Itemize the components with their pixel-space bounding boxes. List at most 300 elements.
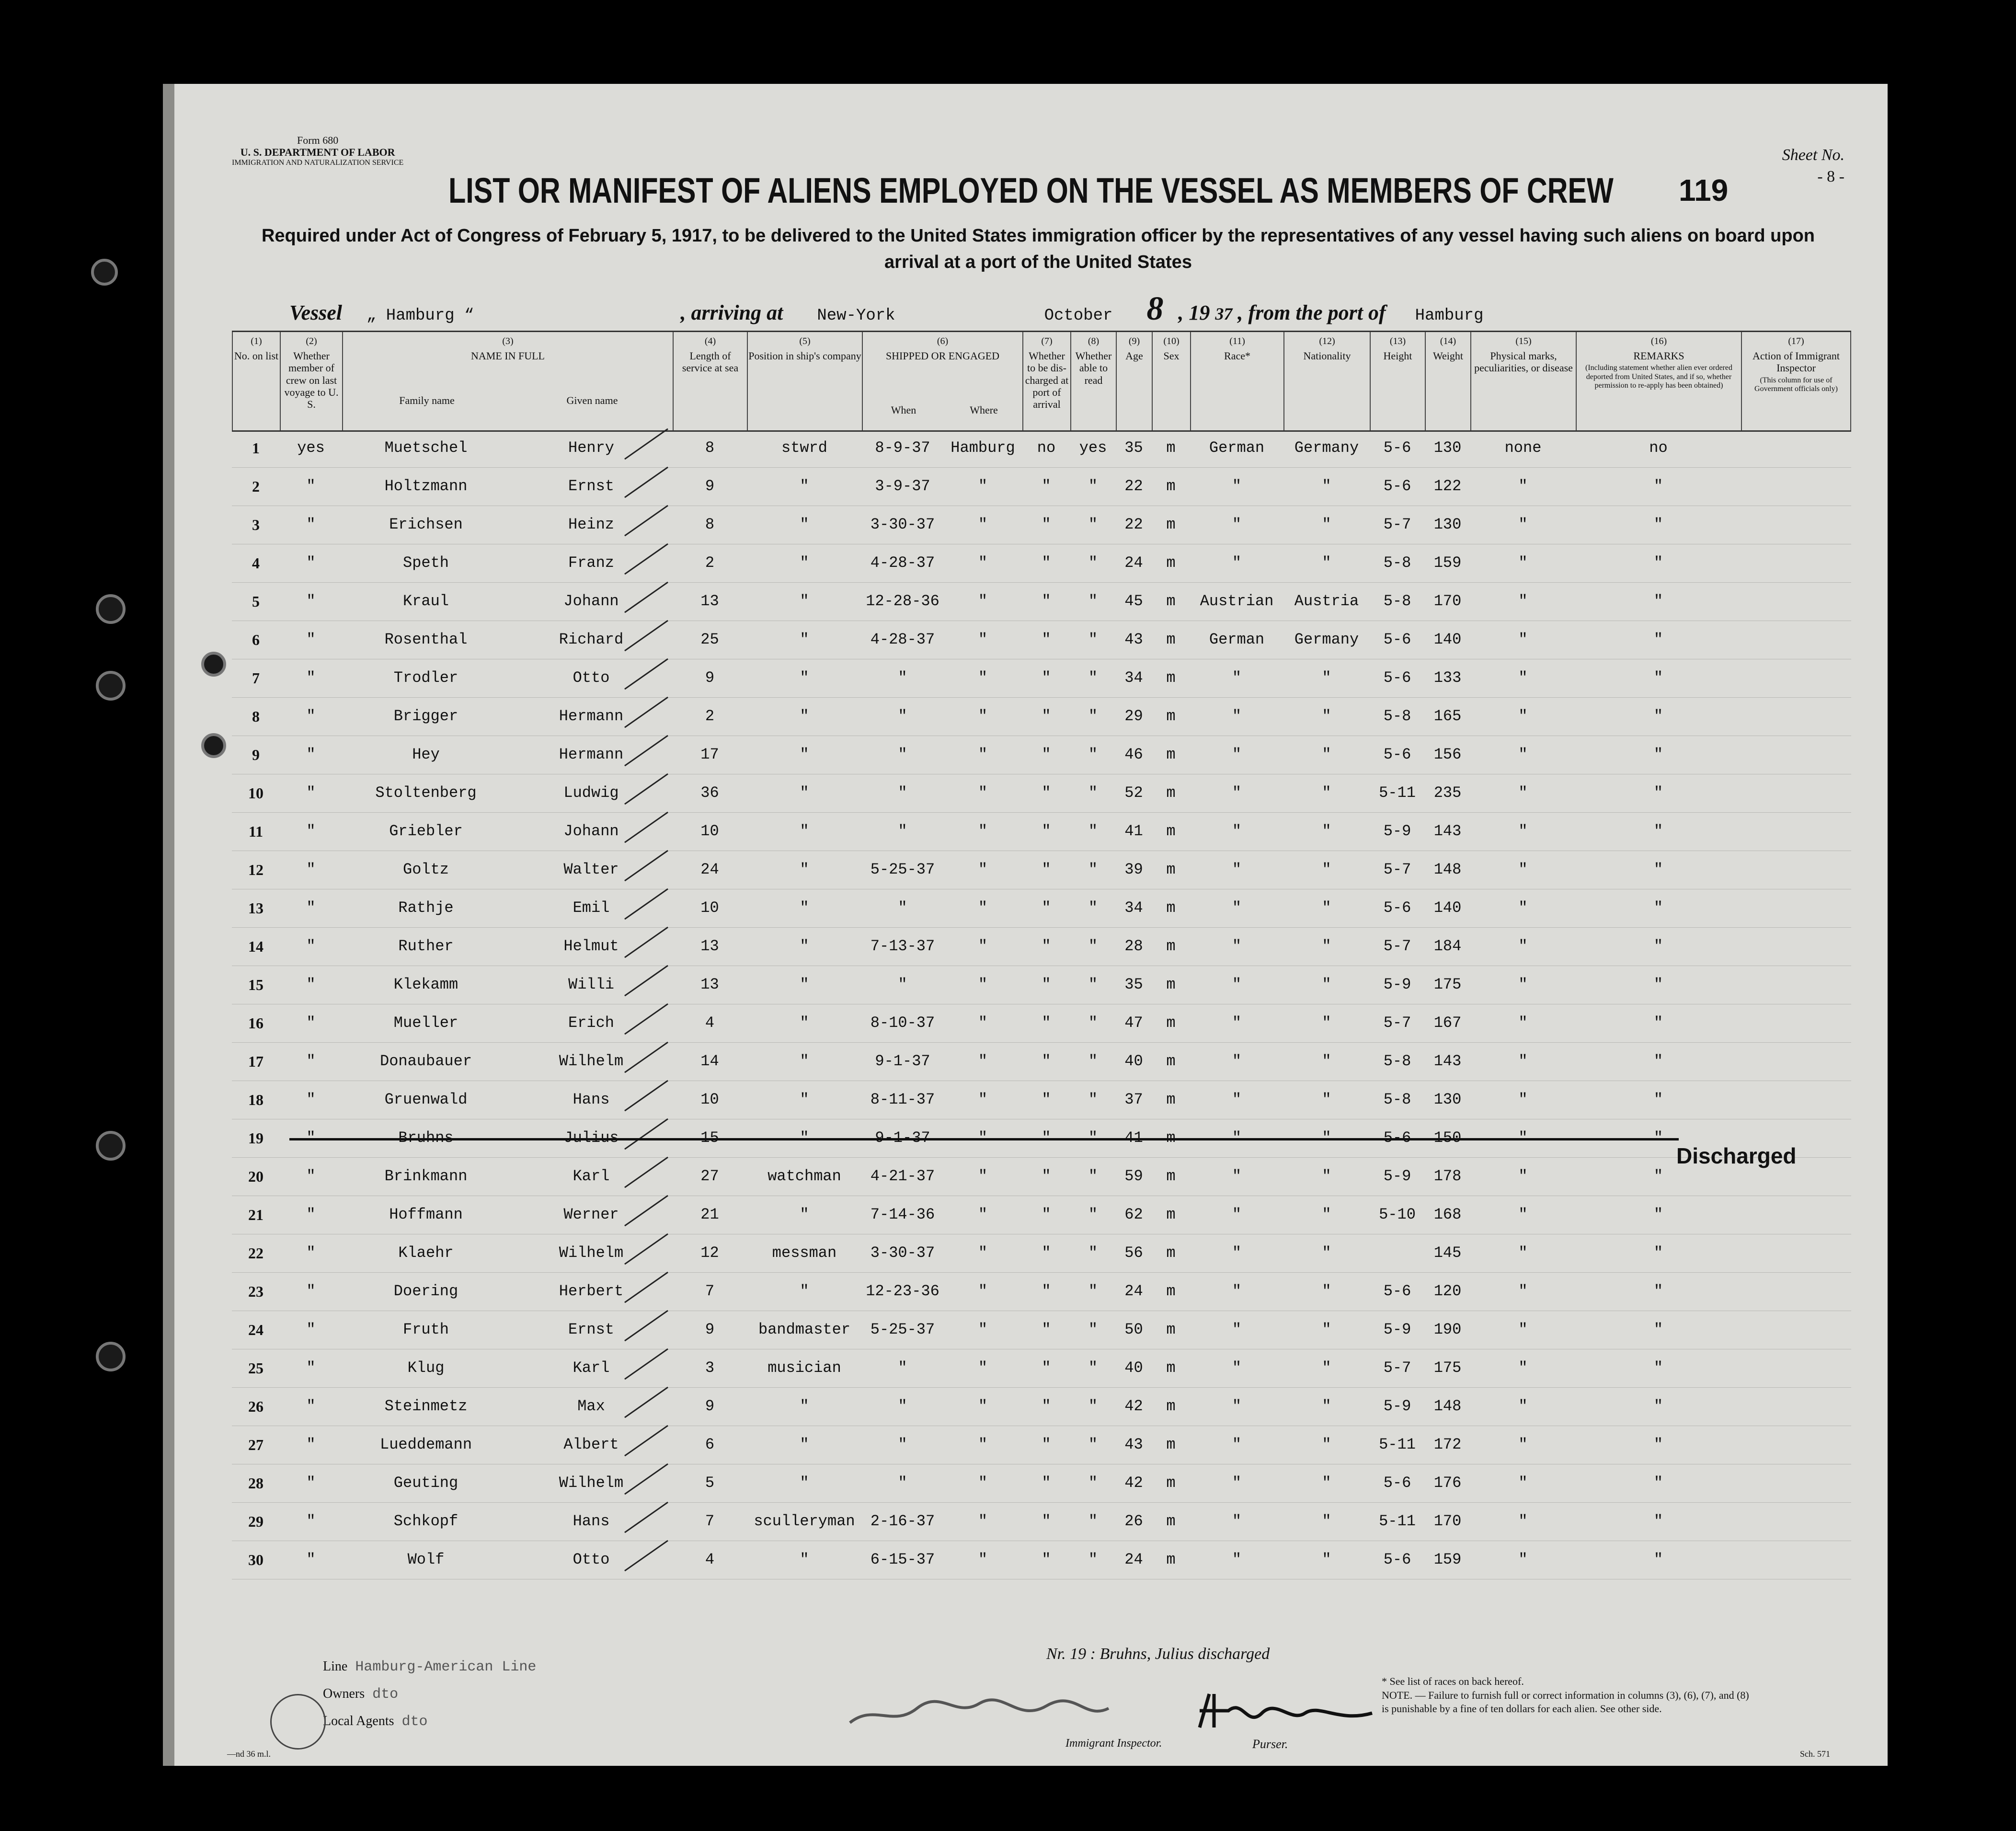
cell-when: 4-28-37: [870, 554, 935, 572]
cell-no: 12: [248, 861, 263, 878]
cell-remarks: ": [1653, 1397, 1663, 1415]
cell-given: Karl: [573, 1359, 610, 1377]
cell-height: 5-6: [1383, 1474, 1411, 1492]
cell-weight: 178: [1433, 1167, 1462, 1185]
cell-age: 26: [1124, 1512, 1143, 1530]
cell-position: ": [800, 592, 809, 610]
cell-age: 40: [1124, 1359, 1143, 1377]
table-row: [232, 1272, 1851, 1311]
cell-marks: ": [1518, 669, 1528, 687]
cell-sex: m: [1166, 554, 1176, 572]
cell-family: Gruenwald: [384, 1091, 468, 1108]
cell-marks: ": [1518, 1551, 1528, 1568]
cell-family: Klug: [407, 1359, 445, 1377]
cell-when: ": [898, 1397, 907, 1415]
cell-where: ": [978, 1167, 988, 1185]
cell-remarks: ": [1653, 669, 1663, 687]
cell-discharged: ": [1042, 1512, 1051, 1530]
cell-position: ": [800, 477, 809, 495]
cell-no: 8: [252, 708, 260, 725]
cell-age: 22: [1124, 477, 1143, 495]
cell-when: 12-23-36: [866, 1282, 939, 1300]
header-col-10: (10) Sex: [1152, 332, 1190, 430]
cell-no: 27: [248, 1436, 263, 1453]
cell-given: Helmut: [563, 937, 619, 955]
cell-race: ": [1232, 1474, 1242, 1492]
cell-remarks: ": [1653, 746, 1663, 763]
cell-family: Schkopf: [393, 1512, 458, 1530]
cell-given: Otto: [573, 1551, 610, 1568]
cell-remarks: ": [1653, 554, 1663, 572]
cell-prev: ": [306, 516, 316, 533]
cell-when: 4-21-37: [870, 1167, 935, 1185]
cell-race: ": [1232, 1397, 1242, 1415]
cell-given: Franz: [568, 554, 614, 572]
table-row: [232, 1502, 1851, 1541]
sheet-value: - 8 -: [1817, 168, 1844, 185]
cell-where: ": [978, 669, 988, 687]
cell-prev: ": [306, 554, 316, 572]
cell-family: Klekamm: [393, 976, 458, 993]
cell-weight: 170: [1433, 592, 1462, 610]
cell-sex: m: [1166, 516, 1176, 533]
cell-where: ": [978, 1091, 988, 1108]
cell-sex: m: [1166, 1244, 1176, 1262]
cell-remarks: ": [1653, 1052, 1663, 1070]
cell-service: 36: [700, 784, 719, 802]
cell-weight: 159: [1433, 1551, 1462, 1568]
cell-weight: 145: [1433, 1244, 1462, 1262]
cell-where: ": [978, 477, 988, 495]
cell-service: 10: [700, 1091, 719, 1108]
cell-where: ": [978, 1014, 988, 1032]
cell-position: ": [800, 516, 809, 533]
cell-read: ": [1088, 1206, 1098, 1223]
cell-race: ": [1232, 554, 1242, 572]
cell-family: Geuting: [393, 1474, 458, 1492]
cell-nationality: ": [1322, 1167, 1331, 1185]
cell-position: ": [800, 1397, 809, 1415]
cell-sex: m: [1166, 1282, 1176, 1300]
service-line: IMMIGRATION AND NATURALIZATION SERVICE: [232, 158, 404, 167]
header-col-14: (14) Weight: [1425, 332, 1470, 430]
cell-no: 25: [248, 1359, 263, 1377]
cell-where: ": [978, 1436, 988, 1453]
cell-family: Rathje: [398, 899, 454, 917]
cell-race: ": [1232, 1167, 1242, 1185]
cell-prev: ": [306, 784, 316, 802]
cell-marks: ": [1518, 822, 1528, 840]
cell-marks: ": [1518, 1512, 1528, 1530]
cell-service: 5: [705, 1474, 715, 1492]
cell-sex: m: [1166, 822, 1176, 840]
header-col-3: (3) NAME IN FULL Family name Given name: [342, 332, 673, 430]
binder-hole-icon: [96, 594, 126, 624]
cell-sex: m: [1166, 899, 1176, 917]
cell-age: 50: [1124, 1321, 1143, 1338]
cell-no: 3: [252, 516, 260, 533]
cell-prev: ": [306, 822, 316, 840]
cell-position: ": [800, 1282, 809, 1300]
cell-where: ": [978, 1052, 988, 1070]
cell-weight: 172: [1433, 1436, 1462, 1453]
cell-service: 2: [705, 554, 715, 572]
cell-height: 5-9: [1383, 1321, 1411, 1338]
cell-sex: m: [1166, 1206, 1176, 1223]
owners-value: dto: [372, 1686, 399, 1703]
cell-sex: m: [1166, 439, 1176, 457]
cell-read: ": [1088, 592, 1098, 610]
cell-discharged: ": [1042, 861, 1051, 878]
cell-given: Emil: [573, 899, 610, 917]
cell-height: 5-9: [1383, 976, 1411, 993]
header-when: When: [891, 404, 916, 416]
cell-family: Hoffmann: [389, 1206, 463, 1223]
cell-given: Max: [577, 1397, 605, 1415]
cell-service: 2: [705, 707, 715, 725]
cell-age: 24: [1124, 1282, 1143, 1300]
cell-position: ": [800, 1052, 809, 1070]
cell-discharged: ": [1042, 1206, 1051, 1223]
cell-service: 14: [700, 1052, 719, 1070]
vessel-label: Vessel: [289, 301, 342, 324]
cell-marks: ": [1518, 592, 1528, 610]
cell-marks: ": [1518, 1206, 1528, 1223]
header-remarks-detail: (Including statement whether alien ever ordered deported from United States, and if so, whether permission to re-apply has been obtained): [1585, 364, 1732, 390]
cell-discharged: ": [1042, 631, 1051, 648]
cell-no: 23: [248, 1283, 263, 1300]
cell-prev: ": [306, 1397, 316, 1415]
cell-age: 35: [1124, 976, 1143, 993]
cell-nationality: ": [1322, 1091, 1331, 1108]
cell-where: ": [978, 1206, 988, 1223]
cell-nationality: ": [1322, 477, 1331, 495]
cell-nationality: ": [1322, 1282, 1331, 1300]
cell-discharged: ": [1042, 1091, 1051, 1108]
cell-age: 43: [1124, 631, 1143, 648]
cell-race: ": [1232, 861, 1242, 878]
cell-when: ": [898, 1436, 907, 1453]
cell-remarks: ": [1653, 1474, 1663, 1492]
department-line: U. S. DEPARTMENT OF LABOR: [240, 146, 395, 159]
cell-read: ": [1088, 976, 1098, 993]
cell-where: ": [978, 1474, 988, 1492]
cell-race: ": [1232, 669, 1242, 687]
cell-discharged: ": [1042, 1359, 1051, 1377]
inspector-signature: [845, 1684, 1113, 1737]
cell-age: 47: [1124, 1014, 1143, 1032]
table-row: [232, 1042, 1851, 1081]
cell-age: 34: [1124, 669, 1143, 687]
cell-prev: ": [306, 1359, 316, 1377]
cell-weight: 130: [1433, 439, 1462, 457]
cell-when: ": [898, 746, 907, 763]
cell-race: ": [1232, 1052, 1242, 1070]
cell-read: ": [1088, 669, 1098, 687]
cell-nationality: ": [1322, 746, 1331, 763]
race-note: * See list of races on back hereof.: [1382, 1675, 1524, 1687]
cell-age: 39: [1124, 861, 1143, 878]
cell-discharged: ": [1042, 516, 1051, 533]
cell-no: 20: [248, 1168, 263, 1185]
cell-weight: 176: [1433, 1474, 1462, 1492]
cell-read: ": [1088, 707, 1098, 725]
cell-sex: m: [1166, 477, 1176, 495]
table-row: [232, 1081, 1851, 1119]
cell-nationality: ": [1322, 822, 1331, 840]
cell-sex: m: [1166, 1397, 1176, 1415]
header-col-17: (17) Action of Immigrant Inspector (This column for use of Government officials only): [1741, 332, 1851, 430]
cell-where: ": [978, 1397, 988, 1415]
cell-sex: m: [1166, 1321, 1176, 1338]
cell-when: 7-13-37: [870, 937, 935, 955]
table-row: [232, 736, 1851, 774]
cell-where: Hamburg: [951, 439, 1015, 457]
cell-discharged: ": [1042, 1551, 1051, 1568]
cell-discharged: ": [1042, 554, 1051, 572]
cell-read: ": [1088, 822, 1098, 840]
cell-family: Brinkmann: [384, 1167, 468, 1185]
cell-given: Erich: [568, 1014, 614, 1032]
vessel-name: „ Hamburg “: [367, 307, 474, 325]
cell-position: ": [800, 1551, 809, 1568]
cell-height: 5-8: [1383, 707, 1411, 725]
cell-weight: 190: [1433, 1321, 1462, 1338]
cell-height: 5-7: [1383, 1359, 1411, 1377]
cell-given: Herbert: [559, 1282, 624, 1300]
table-row: [232, 1234, 1851, 1273]
cell-position: ": [800, 1206, 809, 1223]
cell-nationality: ": [1322, 976, 1331, 993]
cell-race: ": [1232, 1244, 1242, 1262]
cell-family: Muetschel: [384, 439, 468, 457]
cell-age: 37: [1124, 1091, 1143, 1108]
cell-marks: ": [1518, 899, 1528, 917]
cell-family: Rosenthal: [384, 631, 468, 648]
cell-service: 9: [705, 669, 715, 687]
cell-service: 10: [700, 899, 719, 917]
cell-no: 22: [248, 1244, 263, 1262]
cell-age: 29: [1124, 707, 1143, 725]
cell-prev: ": [306, 976, 316, 993]
cell-family: Mueller: [393, 1014, 458, 1032]
cell-nationality: ": [1322, 784, 1331, 802]
cell-discharged: no: [1037, 439, 1056, 457]
cell-service: 17: [700, 746, 719, 763]
cell-position: ": [800, 1014, 809, 1032]
cell-marks: ": [1518, 1091, 1528, 1108]
cell-marks: ": [1518, 477, 1528, 495]
cell-race: ": [1232, 784, 1242, 802]
cell-weight: 148: [1433, 861, 1462, 878]
cell-when: 3-9-37: [875, 477, 930, 495]
cell-prev: ": [306, 477, 316, 495]
cell-age: 28: [1124, 937, 1143, 955]
arrival-day: 8: [1146, 290, 1164, 327]
cell-remarks: ": [1653, 1206, 1663, 1223]
cell-service: 9: [705, 1321, 715, 1338]
cell-age: 56: [1124, 1244, 1143, 1262]
cell-where: ": [978, 976, 988, 993]
cell-height: 5-11: [1379, 1436, 1416, 1453]
cell-when: 8-10-37: [870, 1014, 935, 1032]
cell-nationality: Germany: [1294, 631, 1359, 648]
cell-position: ": [800, 976, 809, 993]
cell-service: 27: [700, 1167, 719, 1185]
table-row: [232, 927, 1851, 966]
cell-marks: ": [1518, 1321, 1528, 1338]
cell-race: ": [1232, 976, 1242, 993]
cell-weight: 140: [1433, 899, 1462, 917]
cell-family: Steinmetz: [384, 1397, 468, 1415]
table-row: [232, 889, 1851, 928]
header-col-13: (13) Height: [1370, 332, 1425, 430]
cell-where: ": [978, 1244, 988, 1262]
cell-given: Hermann: [559, 707, 624, 725]
table-row: [232, 966, 1851, 1004]
cell-given: Willi: [568, 976, 614, 993]
table-row: [232, 467, 1851, 506]
cell-discharged: ": [1042, 1244, 1051, 1262]
cell-remarks: ": [1653, 592, 1663, 610]
cell-read: ": [1088, 784, 1098, 802]
cell-height: 5-9: [1383, 822, 1411, 840]
cell-height: 5-7: [1383, 861, 1411, 878]
cell-discharged: ": [1042, 899, 1051, 917]
cell-family: Erichsen: [389, 516, 463, 533]
cell-age: 52: [1124, 784, 1143, 802]
cell-prev: ": [306, 1206, 316, 1223]
table-row: [232, 621, 1851, 659]
cell-no: 15: [248, 976, 263, 993]
cell-race: ": [1232, 1436, 1242, 1453]
cell-prev: ": [306, 1512, 316, 1530]
cell-service: 8: [705, 439, 715, 457]
cell-prev: ": [306, 592, 316, 610]
cell-service: 13: [700, 592, 719, 610]
cell-service: 9: [705, 1397, 715, 1415]
cell-height: 5-6: [1383, 631, 1411, 648]
cell-read: ": [1088, 937, 1098, 955]
cell-service: 6: [705, 1436, 715, 1453]
year-prefix: , 19: [1178, 301, 1210, 324]
cell-given: Karl: [573, 1167, 610, 1185]
cell-read: ": [1088, 631, 1098, 648]
cell-height: 5-7: [1383, 1014, 1411, 1032]
cell-remarks: ": [1653, 822, 1663, 840]
cell-no: 16: [248, 1014, 263, 1032]
cell-marks: ": [1518, 554, 1528, 572]
cell-family: Fruth: [402, 1321, 449, 1338]
cell-discharged: ": [1042, 1321, 1051, 1338]
cell-age: 42: [1124, 1474, 1143, 1492]
cell-family: Goltz: [402, 861, 449, 878]
cell-nationality: ": [1322, 1512, 1331, 1530]
cell-nationality: ": [1322, 861, 1331, 878]
cell-family: Griebler: [389, 822, 463, 840]
header-col-4: (4) Length of service at sea: [673, 332, 747, 430]
cell-when: 12-28-36: [866, 592, 939, 610]
cell-prev: ": [306, 1474, 316, 1492]
header-col-6: (6) SHIPPED OR ENGAGED When Where: [862, 332, 1022, 430]
cell-nationality: ": [1322, 554, 1331, 572]
cell-where: ": [978, 1282, 988, 1300]
cell-where: ": [978, 592, 988, 610]
cell-read: ": [1088, 1014, 1098, 1032]
cell-remarks: ": [1653, 1244, 1663, 1262]
cell-marks: ": [1518, 631, 1528, 648]
cell-position: ": [800, 784, 809, 802]
cell-height: 5-10: [1379, 1206, 1416, 1223]
cell-given: Wilhelm: [559, 1052, 624, 1070]
table-row: [232, 851, 1851, 889]
cell-no: 10: [248, 784, 263, 802]
table-row: [232, 1004, 1851, 1043]
cell-family: Speth: [402, 554, 449, 572]
year-suffix: 37: [1215, 304, 1233, 323]
handwritten-note: Nr. 19 : Bruhns, Julius discharged: [1046, 1645, 1270, 1663]
cell-where: ": [978, 1321, 988, 1338]
cell-sex: m: [1166, 1014, 1176, 1032]
cell-no: 19: [248, 1129, 263, 1147]
cell-given: Wilhelm: [559, 1244, 624, 1262]
cell-weight: 143: [1433, 1052, 1462, 1070]
cell-when: ": [898, 669, 907, 687]
header-col-16: (16) REMARKS (Including statement whether alien ever ordered deported from United States, and if so, whether permission to re-apply has been obtained): [1576, 332, 1741, 430]
cell-sex: m: [1166, 592, 1176, 610]
cell-service: 8: [705, 516, 715, 533]
cell-remarks: ": [1653, 1512, 1663, 1530]
cell-no: 5: [252, 593, 260, 610]
cell-race: ": [1232, 1014, 1242, 1032]
cell-sex: m: [1166, 1359, 1176, 1377]
cell-remarks: ": [1653, 899, 1663, 917]
cell-height: 5-6: [1383, 477, 1411, 495]
table-row: [232, 1349, 1851, 1388]
cell-sex: m: [1166, 976, 1176, 993]
cell-height: 5-8: [1383, 1052, 1411, 1070]
cell-position: ": [800, 631, 809, 648]
header-family-name: Family name: [399, 394, 455, 406]
cell-when: 8-11-37: [870, 1091, 935, 1108]
vessel-line: [289, 290, 1483, 328]
cell-discharged: ": [1042, 707, 1051, 725]
cell-age: 42: [1124, 1397, 1143, 1415]
cell-no: 7: [252, 669, 260, 687]
table-row: [232, 1387, 1851, 1426]
cell-prev: ": [306, 1551, 316, 1568]
cell-age: 43: [1124, 1436, 1143, 1453]
cell-prev: ": [306, 1167, 316, 1185]
cell-given: Heinz: [568, 516, 614, 533]
cell-sex: m: [1166, 669, 1176, 687]
cell-weight: 175: [1433, 1359, 1462, 1377]
cell-family: Brigger: [393, 707, 458, 725]
cell-weight: 122: [1433, 477, 1462, 495]
cell-weight: 148: [1433, 1397, 1462, 1415]
cell-given: Walter: [563, 861, 619, 878]
cell-prev: ": [306, 707, 316, 725]
page-subtitle: Required under Act of Congress of February 5, 1917, to be delivered to the United States immigration officer by the representatives of any vessel having such aliens on board upon arrival at a port of the United States: [261, 226, 1815, 273]
cell-where: ": [978, 631, 988, 648]
cell-read: ": [1088, 1551, 1098, 1568]
cell-weight: 170: [1433, 1512, 1462, 1530]
cell-nationality: ": [1322, 1551, 1331, 1568]
line-value: Hamburg-American Line: [355, 1659, 537, 1675]
header-given-name: Given name: [566, 394, 618, 406]
cell-position: bandmaster: [758, 1321, 851, 1338]
cell-nationality: ": [1322, 707, 1331, 725]
